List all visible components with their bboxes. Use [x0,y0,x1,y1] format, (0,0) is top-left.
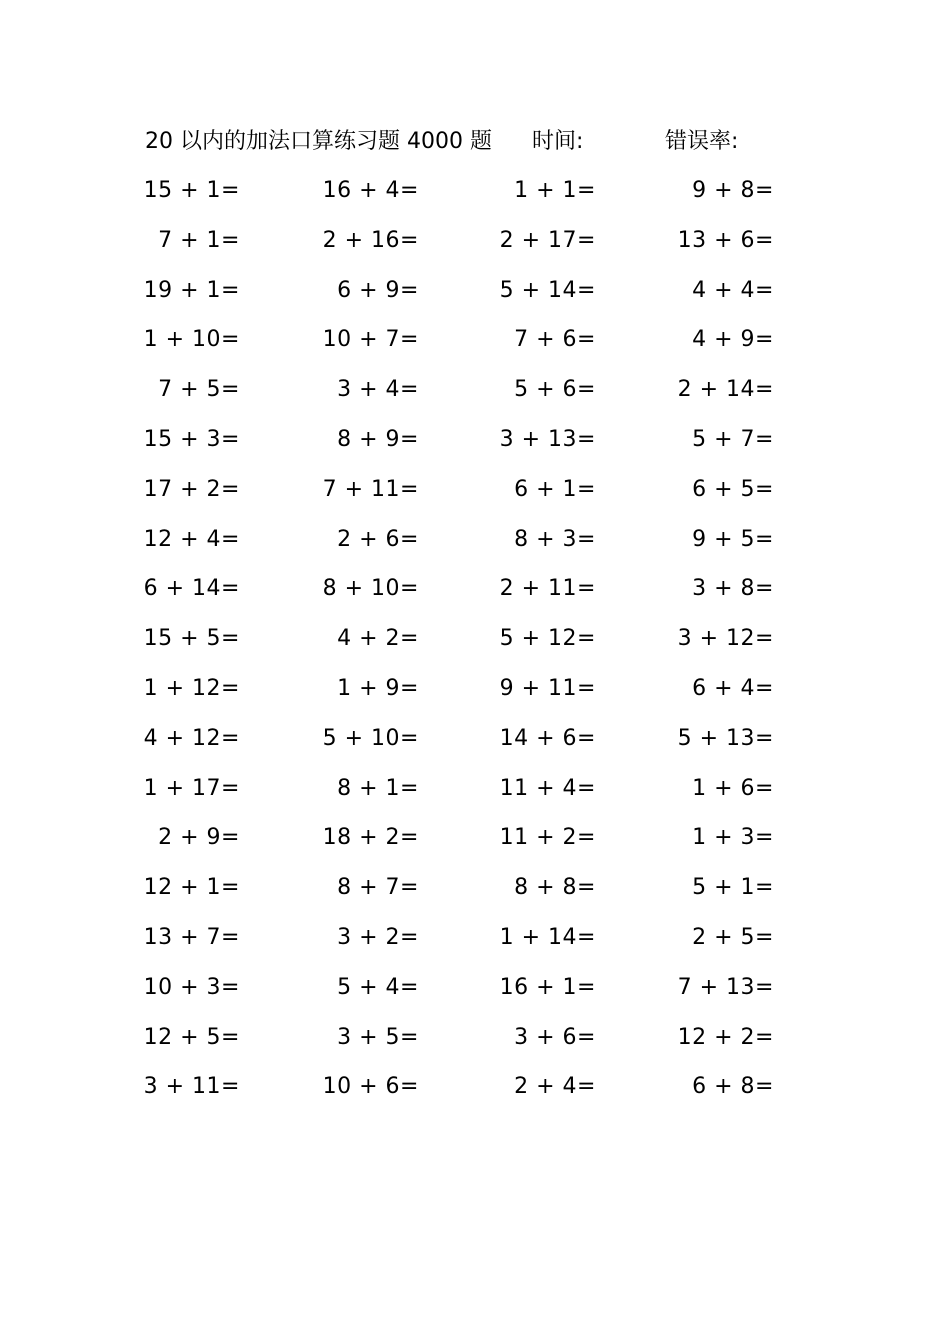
addition-problem: 12 + 2= [677,1024,774,1050]
problem-row [140,920,800,970]
addition-problem: 3 + 4= [337,377,419,403]
addition-problem: 4 + 12= [143,725,240,751]
addition-problem: 5 + 13= [677,725,774,751]
addition-problem: 6 + 1= [514,476,596,502]
addition-problem: 11 + 2= [499,825,596,851]
problem-row [140,1020,800,1070]
addition-problem: 7 + 1= [158,227,240,253]
addition-problem: 1 + 17= [143,775,240,801]
addition-problem: 7 + 13= [677,974,774,1000]
addition-problem: 1 + 9= [337,675,419,701]
addition-problem: 12 + 1= [143,875,240,901]
addition-problem: 6 + 14= [143,576,240,602]
problem-row [140,970,800,1020]
addition-problem: 2 + 5= [692,924,774,950]
addition-problem: 3 + 11= [143,1074,240,1100]
addition-problem: 3 + 8= [692,576,774,602]
problem-row [140,820,800,870]
problem-row [140,472,800,522]
addition-problem: 8 + 8= [514,875,596,901]
addition-problem: 1 + 1= [514,178,596,203]
addition-problem: 14 + 6= [499,725,596,751]
addition-problem: 2 + 16= [322,227,419,253]
addition-problem: 1 + 10= [143,327,240,353]
addition-problem: 4 + 4= [692,277,774,303]
addition-problem: 9 + 5= [692,526,774,552]
problem-row [140,671,800,721]
problem-row [140,721,800,771]
addition-problem: 7 + 6= [514,327,596,353]
addition-problem: 5 + 4= [337,974,419,1000]
addition-problem: 12 + 4= [143,526,240,552]
problem-grid [140,173,800,1119]
addition-problem: 1 + 3= [692,825,774,851]
addition-problem: 8 + 7= [337,875,419,901]
addition-problem: 6 + 5= [692,476,774,502]
addition-problem: 3 + 5= [337,1024,419,1050]
addition-problem: 6 + 8= [692,1074,774,1100]
problem-row [140,522,800,572]
addition-problem: 2 + 6= [337,526,419,552]
addition-problem: 1 + 6= [692,775,774,801]
addition-problem: 17 + 2= [143,476,240,502]
addition-problem: 18 + 2= [322,825,419,851]
addition-problem: 7 + 5= [158,377,240,403]
addition-problem: 5 + 1= [692,875,774,901]
addition-problem: 6 + 4= [692,675,774,701]
addition-problem: 16 + 1= [499,974,596,1000]
problem-row [140,1069,800,1119]
addition-problem: 19 + 1= [143,277,240,303]
addition-problem: 3 + 6= [514,1024,596,1050]
addition-problem: 8 + 9= [337,426,419,452]
addition-problem: 13 + 6= [677,227,774,253]
addition-problem: 10 + 6= [322,1074,419,1100]
addition-problem: 8 + 10= [322,576,419,602]
problem-row [140,322,800,372]
addition-problem: 7 + 11= [322,476,419,502]
addition-problem: 3 + 2= [337,924,419,950]
addition-problem: 15 + 5= [143,626,240,652]
addition-problem: 2 + 11= [499,576,596,602]
addition-problem: 1 + 14= [499,924,596,950]
addition-problem: 10 + 3= [143,974,240,1000]
addition-problem: 3 + 13= [499,426,596,452]
addition-problem: 3 + 12= [677,626,774,652]
addition-problem: 9 + 8= [692,178,774,203]
problem-row [140,621,800,671]
problem-row [140,771,800,821]
problem-row [140,571,800,621]
problem-row [140,173,800,223]
addition-problem: 2 + 14= [677,377,774,403]
problem-row [140,870,800,920]
addition-problem: 8 + 1= [337,775,419,801]
addition-problem: 15 + 3= [143,426,240,452]
addition-problem: 8 + 3= [514,526,596,552]
addition-problem: 13 + 7= [143,924,240,950]
problem-row [140,422,800,472]
addition-problem: 5 + 10= [322,725,419,751]
addition-problem: 10 + 7= [322,327,419,353]
problem-row [140,273,800,323]
addition-problem: 4 + 9= [692,327,774,353]
addition-problem: 16 + 4= [322,178,419,203]
addition-problem: 5 + 6= [514,377,596,403]
addition-problem: 15 + 1= [143,178,240,203]
addition-problem: 1 + 12= [143,675,240,701]
addition-problem: 9 + 11= [499,675,596,701]
addition-problem: 11 + 4= [499,775,596,801]
error-rate-label: 错误率: [665,129,739,154]
addition-problem: 12 + 5= [143,1024,240,1050]
addition-problem: 2 + 17= [499,227,596,253]
time-label: 时间: [532,129,584,154]
addition-problem: 6 + 9= [337,277,419,303]
addition-problem: 4 + 2= [337,626,419,652]
addition-problem: 5 + 12= [499,626,596,652]
problem-row [140,372,800,422]
problem-row [140,223,800,273]
addition-problem: 2 + 9= [158,825,240,851]
worksheet-title: 20 以内的加法口算练习题 4000 题 [145,129,492,154]
addition-problem: 2 + 4= [514,1074,596,1100]
addition-problem: 5 + 7= [692,426,774,452]
addition-problem: 5 + 14= [499,277,596,303]
